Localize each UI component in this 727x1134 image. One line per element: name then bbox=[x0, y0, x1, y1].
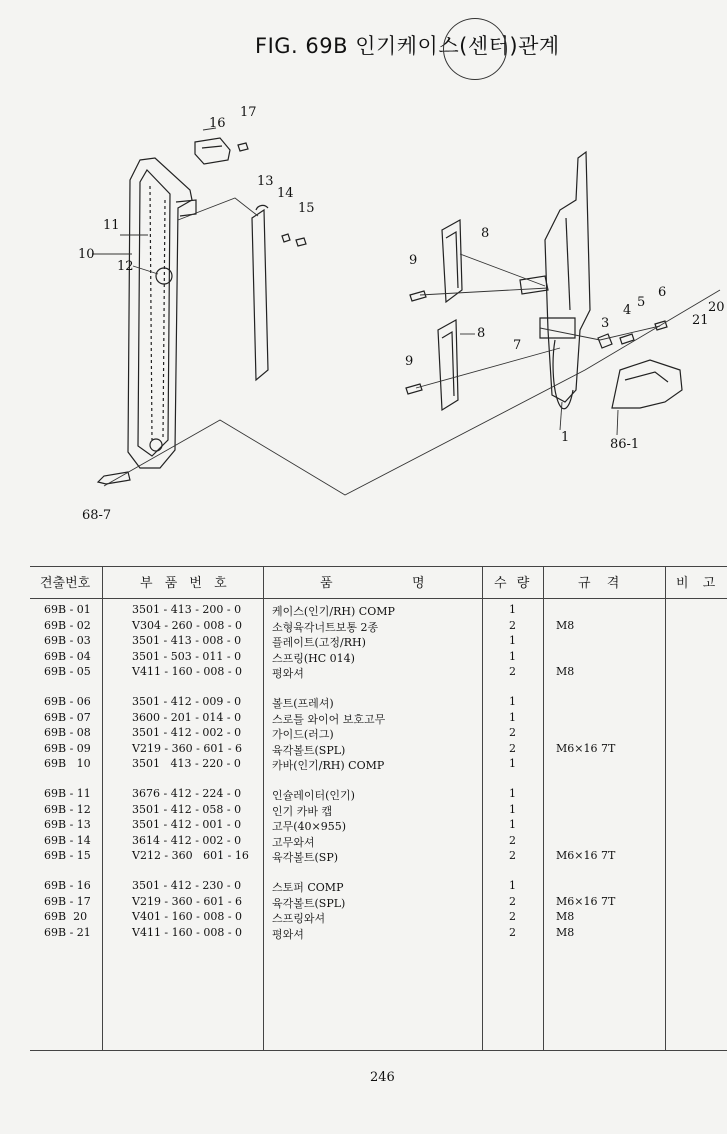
row-part-number: 3614 - 412 - 002 - 0 bbox=[132, 833, 242, 847]
header-name-b: 명 bbox=[412, 576, 425, 591]
row-part-number: V212 - 360 601 - 16 bbox=[132, 849, 249, 863]
header-number: 견출번호 bbox=[40, 576, 91, 591]
col-divider bbox=[263, 566, 264, 1050]
callout-14: 14 bbox=[277, 186, 294, 201]
callout-17: 17 bbox=[240, 105, 257, 120]
row-part-number: 3600 - 201 - 014 - 0 bbox=[132, 710, 242, 724]
row-spec: M6×16 7T bbox=[556, 849, 616, 863]
table-header-rule bbox=[30, 598, 727, 599]
header-spec: 규 격 bbox=[578, 576, 626, 591]
callout-16: 16 bbox=[209, 116, 226, 131]
callout-20: 20 bbox=[708, 300, 725, 315]
row-quantity: 2 bbox=[509, 741, 516, 755]
row-part-number: 3501 - 412 - 009 - 0 bbox=[132, 695, 242, 708]
row-part-number: V411 - 160 - 008 - 0 bbox=[132, 665, 243, 679]
row-quantity: 1 bbox=[509, 634, 516, 648]
header-remark: 비 고 bbox=[676, 576, 721, 591]
row-number: 69B - 16 bbox=[44, 879, 91, 892]
cover-part-drawing bbox=[128, 158, 196, 468]
row-number: 69B 20 bbox=[44, 910, 88, 924]
row-number: 69B - 12 bbox=[44, 802, 91, 816]
table-top-rule bbox=[30, 566, 727, 567]
page-number: 246 bbox=[370, 1070, 395, 1085]
row-part-name: 육각볼트(SPL) bbox=[272, 743, 346, 757]
row-quantity: 2 bbox=[509, 910, 516, 924]
row-number: 69B - 03 bbox=[44, 634, 91, 648]
row-quantity: 1 bbox=[509, 710, 516, 724]
row-part-name: 육각볼트(SPL) bbox=[272, 896, 346, 910]
row-spec: M8 bbox=[556, 665, 575, 679]
row-part-name: 스프링와셔 bbox=[272, 912, 326, 926]
table-bottom-rule bbox=[30, 1050, 727, 1051]
row-quantity: 2 bbox=[509, 665, 516, 679]
row-quantity: 1 bbox=[509, 802, 516, 816]
callout-13: 13 bbox=[257, 174, 274, 189]
callout-7: 7 bbox=[513, 338, 522, 353]
row-part-number: V304 - 260 - 008 - 0 bbox=[132, 618, 243, 632]
row-spec: M6×16 7T bbox=[556, 741, 616, 755]
row-quantity: 1 bbox=[509, 818, 516, 832]
callout-15: 15 bbox=[298, 201, 315, 216]
row-part-name: 케이스(인기/RH) COMP bbox=[272, 605, 395, 618]
row-quantity: 1 bbox=[509, 879, 516, 892]
row-part-number: 3501 - 412 - 058 - 0 bbox=[132, 802, 242, 816]
row-part-number: V401 - 160 - 008 - 0 bbox=[132, 910, 243, 924]
row-part-name: 평와셔 bbox=[272, 667, 304, 681]
row-part-number: 3676 - 412 - 224 - 0 bbox=[132, 787, 242, 800]
row-number: 69B - 07 bbox=[44, 710, 91, 724]
callout-9-upper: 9 bbox=[409, 253, 418, 268]
row-number: 69B - 05 bbox=[44, 665, 91, 679]
row-number: 69B - 17 bbox=[44, 894, 91, 908]
row-part-name: 스토퍼 COMP bbox=[272, 881, 344, 894]
row-part-name: 스프링(HC 014) bbox=[272, 651, 355, 665]
row-quantity: 2 bbox=[509, 726, 516, 740]
row-part-name: 플레이트(고정/RH) bbox=[272, 636, 366, 650]
callout-8-lower: 8 bbox=[477, 326, 486, 341]
callout-10: 10 bbox=[78, 247, 95, 262]
row-quantity: 2 bbox=[509, 833, 516, 847]
callout-12: 12 bbox=[117, 259, 134, 274]
row-part-name: 스로틀 와이어 보호고무 bbox=[272, 712, 386, 726]
row-part-number: 3501 - 503 - 011 - 0 bbox=[132, 649, 242, 663]
rubber-strip-drawing bbox=[252, 210, 268, 380]
row-number: 69B 10 bbox=[44, 757, 91, 771]
row-part-name: 육각볼트(SP) bbox=[272, 851, 339, 865]
header-quantity: 수 량 bbox=[494, 576, 533, 591]
stopper-drawing bbox=[195, 138, 230, 164]
row-spec: M8 bbox=[556, 925, 575, 939]
row-quantity: 1 bbox=[509, 787, 516, 800]
row-part-number: 3501 - 412 - 001 - 0 bbox=[132, 818, 242, 832]
callout-9-lower: 9 bbox=[405, 354, 414, 369]
row-part-name: 카바(인기/RH) COMP bbox=[272, 759, 385, 773]
row-number: 69B - 08 bbox=[44, 726, 91, 740]
row-spec: M8 bbox=[556, 618, 575, 632]
row-spec: M8 bbox=[556, 910, 575, 924]
callout-86-1: 86-1 bbox=[610, 437, 640, 452]
col-divider bbox=[102, 566, 103, 1050]
row-part-number: V219 - 360 - 601 - 6 bbox=[132, 741, 243, 755]
guide-upper-drawing bbox=[442, 220, 462, 302]
col-divider bbox=[482, 566, 483, 1050]
row-part-number: 3501 413 - 220 - 0 bbox=[132, 757, 241, 771]
callout-11: 11 bbox=[103, 218, 120, 233]
row-part-name: 인슐레이터(인기) bbox=[272, 789, 355, 802]
row-part-number: 3501 - 413 - 008 - 0 bbox=[132, 634, 242, 648]
row-part-name: 고무와셔 bbox=[272, 835, 315, 849]
row-number: 69B - 13 bbox=[44, 818, 91, 832]
row-quantity: 2 bbox=[509, 618, 516, 632]
row-part-name: 고무(40×955) bbox=[272, 820, 347, 834]
row-part-number: 3501 - 412 - 002 - 0 bbox=[132, 726, 242, 740]
row-spec: M6×16 7T bbox=[556, 894, 616, 908]
row-part-number: V219 - 360 - 601 - 6 bbox=[132, 894, 243, 908]
row-part-name: 평와셔 bbox=[272, 927, 304, 941]
row-quantity: 2 bbox=[509, 849, 516, 863]
row-number: 69B - 11 bbox=[44, 787, 91, 800]
row-number: 69B - 04 bbox=[44, 649, 91, 663]
callout-68-7: 68-7 bbox=[82, 508, 112, 523]
row-number: 69B - 15 bbox=[44, 849, 91, 863]
row-number: 69B - 09 bbox=[44, 741, 91, 755]
row-quantity: 1 bbox=[509, 757, 516, 771]
exploded-parts-diagram bbox=[0, 90, 727, 530]
callout-21: 21 bbox=[692, 313, 709, 328]
callout-5: 5 bbox=[637, 295, 646, 310]
row-number: 69B - 02 bbox=[44, 618, 91, 632]
row-quantity: 2 bbox=[509, 925, 516, 939]
header-part-number: 부 품 번 호 bbox=[140, 576, 231, 591]
row-part-name: 가이드(러그) bbox=[272, 728, 334, 742]
guide-lower-drawing bbox=[438, 320, 458, 410]
row-part-number: 3501 - 413 - 200 - 0 bbox=[132, 603, 242, 616]
row-part-number: V411 - 160 - 008 - 0 bbox=[132, 925, 243, 939]
row-number: 69B - 01 bbox=[44, 603, 91, 616]
row-part-name: 소형육각너트보통 2종 bbox=[272, 620, 379, 634]
header-name-a: 품 bbox=[320, 576, 333, 591]
row-quantity: 1 bbox=[509, 603, 516, 616]
row-quantity: 1 bbox=[509, 649, 516, 663]
bracket-drawing bbox=[612, 360, 682, 408]
row-quantity: 1 bbox=[509, 695, 516, 708]
figure-title: FIG. 69B 인기케이스(센터)관계 bbox=[255, 34, 560, 58]
row-number: 69B - 06 bbox=[44, 695, 91, 708]
callout-4: 4 bbox=[623, 303, 632, 318]
callout-8-upper: 8 bbox=[481, 226, 490, 241]
row-quantity: 2 bbox=[509, 894, 516, 908]
row-number: 69B - 14 bbox=[44, 833, 91, 847]
hand-drawn-circle-mark bbox=[443, 18, 507, 80]
callout-1: 1 bbox=[561, 430, 570, 445]
row-part-number: 3501 - 412 - 230 - 0 bbox=[132, 879, 242, 892]
row-part-name: 인기 카바 캡 bbox=[272, 804, 333, 818]
row-part-name: 볼트(프레셔) bbox=[272, 697, 334, 710]
callout-6: 6 bbox=[658, 285, 667, 300]
callout-3: 3 bbox=[601, 316, 610, 331]
col-divider bbox=[543, 566, 544, 1050]
col-divider bbox=[665, 566, 666, 1050]
row-number: 69B - 21 bbox=[44, 925, 91, 939]
